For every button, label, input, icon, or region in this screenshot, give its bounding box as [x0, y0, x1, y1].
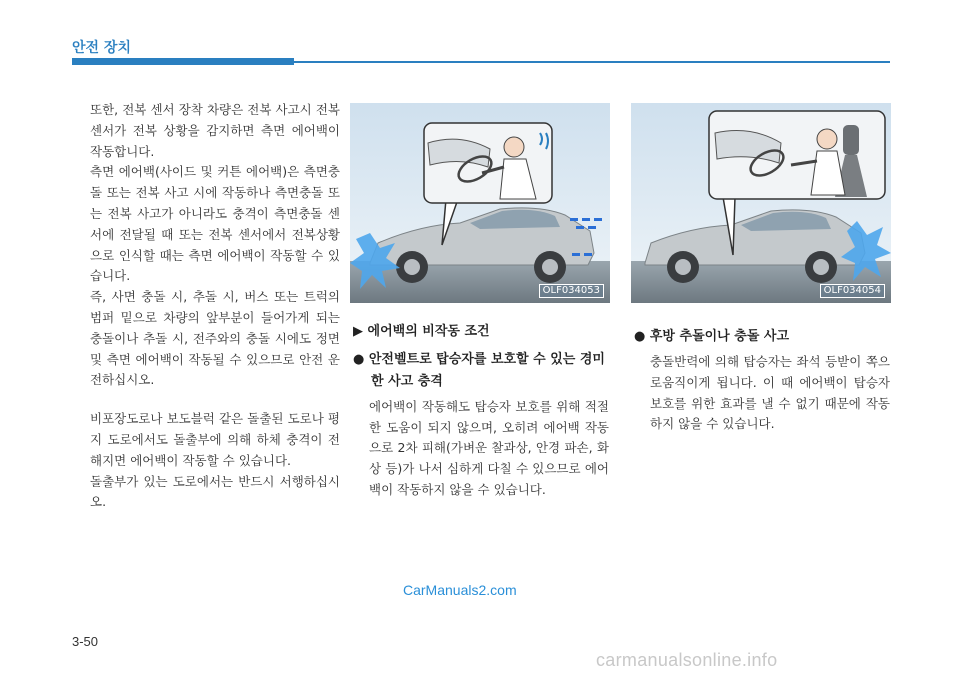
column-left: [90, 100, 340, 513]
paragraph: 비포장도로나 보도블럭 같은 돌출된 도로나 평지 도로에서도 돌출부에 의해 하체 충격이 전해지면 에어백이 작동할 수 있습니다.: [90, 411, 340, 468]
paragraph: 측면 에어백(사이드 및 커튼 에어백)은 측면충돌 또는 전복 사고 시에 작동하나 측면충돌 또는 전복 사고가 아니라도 충격이 측면충돌 센서에 전달될 때 또는 전복 센서에서 전복상황으로 인식할 때는 측면 에어백이 작동할 수 있습니다.: [90, 164, 340, 284]
bullet-heading: ● 안전벨트로 탑승자를 보호할 수 있는 경미한 사고 충격: [353, 351, 605, 389]
figure-code: OLF034053: [539, 284, 604, 298]
header-rule: [294, 61, 890, 63]
figure-rear-impact: [631, 103, 891, 303]
header-bar: [72, 58, 294, 65]
section-title: 안전 장치: [72, 40, 131, 56]
paragraph: 또한, 전복 센서 장착 차량은 전복 사고시 전복 센서가 전복 상황을 감지하면 측면 에어백이 작동합니다.: [90, 102, 340, 159]
rear-impact-illustration: [631, 103, 891, 303]
page-number: 3-50: [72, 634, 99, 649]
bullet-body: 에어백이 작동해도 탑승자 보호를 위해 적절한 도움이 되지 않으며, 오히려 에어백 작동으로 2차 피해(가벼운 찰과상, 안경 파손, 화상 등)가 나서 심하게 다칠 수 있으므로 에어백이 작동하지 않을 수 있습니다.: [369, 398, 609, 497]
figure-code: OLF034054: [820, 284, 885, 298]
column-middle: [353, 322, 609, 501]
paragraph: 즉, 사면 충돌 시, 추돌 시, 버스 또는 트럭의 범퍼 밑으로 차량의 앞부분이 들어가게 되는 충돌이나 추돌 시, 전주와의 충돌 시에도 정면 및 측면 에어백이 작동될 수 있으므로 안전 운전하십시오.: [90, 289, 340, 388]
column-right: [634, 322, 890, 435]
side-impact-illustration: [350, 103, 610, 303]
figure-side-impact: [350, 103, 610, 303]
bullet-heading: ● 후방 추돌이나 충돌 사고: [634, 329, 790, 344]
footer-watermark: carmanualsonline.info: [596, 650, 778, 670]
bullet-body: 충돌반력에 의해 탑승자는 좌석 등받이 쪽으로움직이게 됩니다. 이 때 에어백이 탑승자 보호를 위한 효과를 낼 수 없기 때문에 작동하지 않을 수 있습니다.: [650, 354, 890, 432]
subsection-heading: ▶ 에어백의 비작동 조건: [353, 324, 490, 339]
paragraph: 돌출부가 있는 도로에서는 반드시 서행하십시오.: [90, 473, 340, 510]
watermark: CarManuals2.com: [403, 582, 517, 598]
